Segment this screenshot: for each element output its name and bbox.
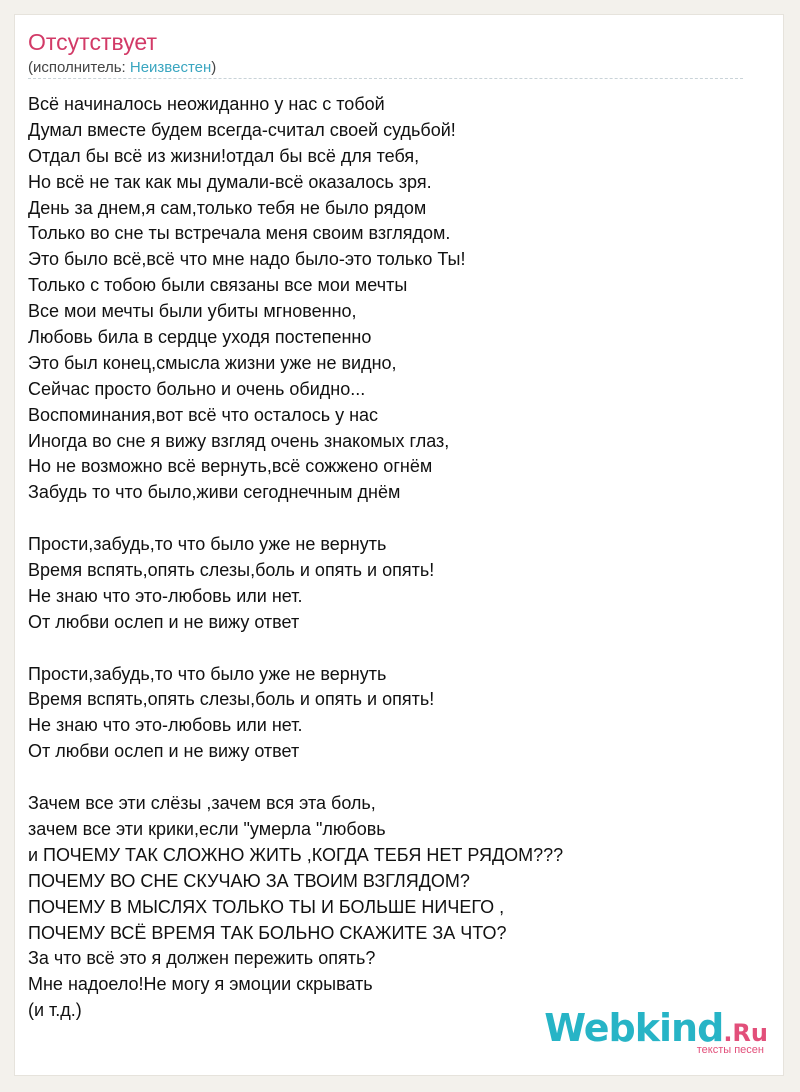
lyric-line: Отдал бы всё из жизни!отдал бы всё для тебя, bbox=[28, 145, 420, 166]
lyric-line: Прости,забудь,то что было уже не вернуть bbox=[28, 534, 387, 555]
lyric-line: Мне надоело!Не могу я эмоции скрывать bbox=[28, 974, 373, 995]
artist-prefix: (исполнитель: bbox=[28, 59, 130, 76]
lyric-line: Зачем все эти слёзы ,зачем вся эта боль, bbox=[28, 793, 376, 814]
lyric-line: От любви ослеп и не вижу ответ bbox=[28, 611, 300, 632]
lyric-line: Но не возможно всё вернуть,всё сожжено огнём bbox=[28, 456, 433, 477]
logo-tagline: тексты песен bbox=[696, 1044, 764, 1056]
lyric-line: Сейчас просто больно и очень обидно... bbox=[28, 378, 366, 399]
lyric-line: Воспоминания,вот всё что осталось у нас bbox=[28, 404, 379, 425]
lyric-line: Это было всё,всё что мне надо было-это только Ты! bbox=[28, 249, 466, 270]
lyric-line: и ПОЧЕМУ ТАК СЛОЖНО ЖИТЬ ,КОГДА ТЕБЯ НЕТ РЯДОМ??? bbox=[28, 844, 564, 865]
lyric-line: За что всё это я должен пережить опять? bbox=[28, 948, 376, 969]
lyric-line: зачем все эти крики,если "умерла "любовь bbox=[28, 818, 386, 839]
artist-link[interactable]: Неизвестен bbox=[129, 59, 212, 76]
lyric-line: Время вспять,опять слезы,боль и опять и опять! bbox=[28, 689, 435, 710]
lyric-line: Но всё не так как мы думали-всё оказалось зря. bbox=[28, 171, 432, 192]
site-logo[interactable] bbox=[544, 1006, 768, 1056]
lyric-blank-line bbox=[28, 506, 758, 532]
lyric-line: ПОЧЕМУ ВСЁ ВРЕМЯ ТАК БОЛЬНО СКАЖИТЕ ЗА ЧТО? bbox=[28, 922, 507, 943]
lyric-line: Любовь била в сердце уходя постепенно bbox=[28, 327, 372, 348]
logo-brand-main: Webkind bbox=[544, 1006, 724, 1050]
lyrics-text bbox=[28, 92, 758, 1024]
lyric-line: Все мои мечты были убиты мгновенно, bbox=[28, 301, 357, 322]
lyric-blank-line bbox=[28, 636, 758, 662]
artist-suffix: ) bbox=[211, 59, 217, 76]
lyric-line: Прости,забудь,то что было уже не вернуть bbox=[28, 663, 387, 684]
lyric-line: Всё начиналось неожиданно у нас с тобой bbox=[28, 94, 385, 114]
lyric-line: (и т.д.) bbox=[28, 1000, 82, 1021]
lyric-line: Время вспять,опять слезы,боль и опять и опять! bbox=[28, 560, 435, 581]
lyric-line: Иногда во сне я вижу взгляд очень знакомых глаз, bbox=[28, 430, 450, 451]
song-title: Отсутствует bbox=[28, 29, 157, 55]
lyric-line: Только во сне ты встречала меня своим взглядом. bbox=[28, 223, 451, 244]
lyric-line: Это был конец,смысла жизни уже не видно, bbox=[28, 352, 397, 373]
lyric-line: День за днем,я сам,только тебя не было рядом bbox=[28, 197, 427, 218]
lyric-line: ПОЧЕМУ ВО СНЕ СКУЧАЮ ЗА ТВОИМ ВЗГЛЯДОМ? bbox=[28, 870, 470, 891]
title-divider bbox=[28, 78, 743, 79]
lyric-line: От любви ослеп и не вижу ответ bbox=[28, 741, 300, 762]
lyric-line: ПОЧЕМУ В МЫСЛЯХ ТОЛЬКО ТЫ И БОЛЬШЕ НИЧЕГО , bbox=[28, 896, 505, 917]
logo-brand-tld: .Ru bbox=[723, 1019, 768, 1047]
lyric-blank-line bbox=[28, 765, 758, 791]
lyric-line: Думал вместе будем всегда-считал своей судьбой! bbox=[28, 119, 456, 140]
artist-line bbox=[28, 58, 216, 78]
lyric-line: Не знаю что это-любовь или нет. bbox=[28, 715, 303, 736]
lyric-line: Забудь то что было,живи сегоднечным днём bbox=[28, 482, 401, 503]
lyric-line: Не знаю что это-любовь или нет. bbox=[28, 585, 303, 606]
lyric-line: Только с тобою были связаны все мои мечты bbox=[28, 275, 408, 296]
